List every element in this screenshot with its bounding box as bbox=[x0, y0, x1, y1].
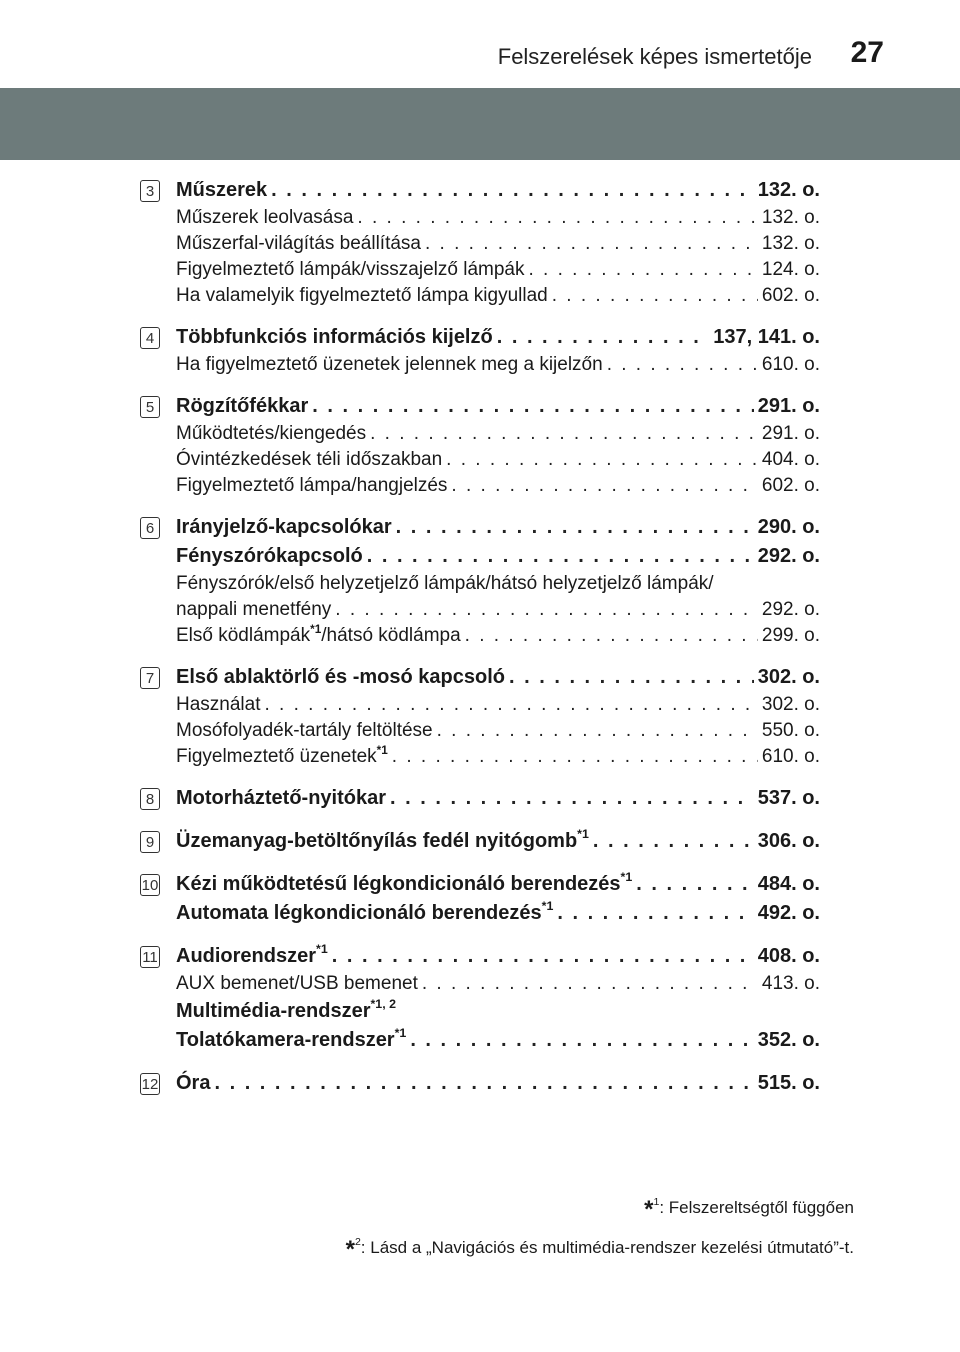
entry-title: Műszerek bbox=[176, 179, 268, 201]
entry-label bbox=[176, 513, 392, 542]
contents-entry bbox=[176, 323, 820, 352]
contents-entry bbox=[176, 1069, 820, 1098]
entry-title: Figyelmeztető lámpa/hangjelzés bbox=[176, 475, 448, 496]
entry-label bbox=[176, 571, 714, 597]
entry-title: Működtetés/kiengedés bbox=[176, 423, 367, 444]
entry-footnote-ref: *1 bbox=[620, 870, 633, 885]
entry-page: 292. o. bbox=[757, 545, 820, 567]
entry-label bbox=[176, 623, 461, 649]
entry-label bbox=[176, 942, 328, 971]
entry-page: 291. o. bbox=[761, 423, 820, 444]
contents-entry bbox=[176, 623, 820, 649]
dot-leader bbox=[312, 392, 753, 421]
entry-title: Motorháztető-nyitókar bbox=[176, 787, 386, 809]
contents-entry bbox=[176, 597, 820, 623]
entry-label bbox=[176, 473, 447, 499]
entry-page: 299. o. bbox=[761, 625, 820, 646]
contents-entry bbox=[176, 718, 820, 744]
dot-leader bbox=[410, 1026, 753, 1055]
entry-title: Többfunkciós információs kijelző bbox=[176, 326, 493, 348]
entry-label bbox=[176, 870, 632, 899]
entry-title: Műszerek leolvasása bbox=[176, 207, 354, 228]
entry-title: Multimédia-rendszer bbox=[176, 1000, 371, 1022]
dot-leader bbox=[465, 623, 758, 649]
entry-page: 404. o. bbox=[761, 449, 820, 470]
contents-section bbox=[140, 513, 820, 649]
footnote-number: 1 bbox=[653, 1196, 660, 1209]
entry-title: Tolatókamera-rendszer bbox=[176, 1029, 395, 1051]
contents-entry bbox=[176, 942, 820, 971]
contents-section bbox=[140, 1069, 820, 1098]
contents-section bbox=[140, 323, 820, 378]
entry-label bbox=[176, 718, 433, 744]
entry-label bbox=[176, 1026, 406, 1055]
entry-page: 292. o. bbox=[761, 599, 820, 620]
entry-title: Óra bbox=[176, 1072, 211, 1094]
entry-title: Automata légkondicionáló berendezés bbox=[176, 902, 542, 924]
contents-entry bbox=[176, 542, 820, 571]
contents-section bbox=[140, 827, 820, 856]
section-marker: 9 bbox=[140, 831, 160, 853]
entry-footnote-ref: *1 bbox=[316, 942, 328, 957]
section-marker: 12 bbox=[140, 1073, 160, 1095]
contents-entry bbox=[176, 231, 820, 257]
entry-page: 302. o. bbox=[761, 694, 820, 715]
entry-page: 291. o. bbox=[757, 395, 820, 417]
dot-leader bbox=[607, 352, 758, 378]
section-marker: 7 bbox=[140, 667, 160, 689]
section-rows bbox=[176, 1069, 820, 1098]
entry-title: Kézi működtetésű légkondicionáló berendezés bbox=[176, 873, 621, 895]
entry-label bbox=[176, 323, 493, 352]
entry-footnote-ref: *1 bbox=[541, 899, 554, 914]
entry-label bbox=[176, 597, 331, 623]
entry-page: 484. o. bbox=[757, 873, 820, 895]
contents-section bbox=[140, 663, 820, 770]
dot-leader bbox=[528, 257, 757, 283]
dot-leader bbox=[593, 827, 754, 856]
entry-label bbox=[176, 257, 524, 283]
entry-label bbox=[176, 542, 363, 571]
entry-page: 602. o. bbox=[761, 475, 820, 496]
dot-leader bbox=[422, 971, 758, 997]
entry-page: 137, 141. o. bbox=[713, 326, 820, 348]
contents-section bbox=[140, 392, 820, 499]
entry-footnote-ref: *1 bbox=[394, 1026, 407, 1041]
dot-leader bbox=[271, 176, 754, 205]
contents-entry bbox=[176, 692, 820, 718]
entry-title: Figyelmeztető üzenetek bbox=[176, 746, 377, 767]
entry-label bbox=[176, 392, 308, 421]
entry-page: 602. o. bbox=[761, 285, 820, 306]
section-rows bbox=[176, 323, 820, 378]
dot-leader bbox=[357, 205, 757, 231]
entry-title: Mosófolyadék-tartály feltöltése bbox=[176, 720, 433, 741]
dot-leader bbox=[367, 542, 754, 571]
contents-entry bbox=[176, 257, 820, 283]
entry-title: Fényszórókapcsoló bbox=[176, 545, 363, 567]
entry-page: 290. o. bbox=[757, 516, 820, 538]
header-separator bbox=[0, 76, 960, 88]
contents-entry bbox=[176, 392, 820, 421]
entry-title: Óvintézkedések téli időszakban bbox=[176, 449, 443, 470]
section-marker: 3 bbox=[140, 180, 160, 202]
entry-title: Üzemanyag-betöltőnyílás fedél nyitógomb bbox=[176, 830, 578, 852]
entry-title: AUX bemenet/USB bemenet bbox=[176, 973, 418, 994]
entry-footnote-ref: *1 bbox=[310, 622, 322, 636]
entry-label bbox=[176, 744, 388, 770]
dot-leader bbox=[392, 744, 758, 770]
section-rows bbox=[176, 176, 820, 309]
dot-leader bbox=[332, 942, 754, 971]
entry-page: 132. o. bbox=[761, 207, 820, 228]
header-strip bbox=[0, 0, 960, 76]
dot-leader bbox=[390, 784, 754, 813]
dot-leader bbox=[509, 663, 754, 692]
entry-label bbox=[176, 827, 589, 856]
entry-label bbox=[176, 352, 603, 378]
entry-label bbox=[176, 176, 267, 205]
section-marker: 10 bbox=[140, 874, 160, 896]
footnotes bbox=[346, 1196, 854, 1276]
dot-leader bbox=[552, 283, 758, 309]
entry-title: Figyelmeztető lámpák/visszajelző lámpák bbox=[176, 259, 525, 280]
section-marker: 11 bbox=[140, 946, 160, 968]
contents-entry bbox=[176, 971, 820, 997]
section-rows bbox=[176, 784, 820, 813]
dot-leader bbox=[265, 692, 758, 718]
contents-entry bbox=[176, 744, 820, 770]
entry-title: Első ködlámpák bbox=[176, 625, 311, 646]
entry-page: 352. o. bbox=[757, 1029, 820, 1051]
chapter-title: Felszerelések képes ismertetője bbox=[497, 44, 812, 69]
dot-leader bbox=[214, 1069, 753, 1098]
entry-page: 610. o. bbox=[761, 746, 820, 767]
entry-title: Első ablaktörlő és -mosó kapcsoló bbox=[176, 666, 505, 688]
contents-entry bbox=[176, 283, 820, 309]
section-marker: 5 bbox=[140, 396, 160, 418]
contents-entry bbox=[176, 176, 820, 205]
contents-entry bbox=[176, 784, 820, 813]
entry-page: 132. o. bbox=[761, 233, 820, 254]
dot-leader bbox=[446, 447, 758, 473]
entry-label bbox=[176, 997, 396, 1026]
footnote-text: : Lásd a „Navigációs és multimédia-rendszer kezelési útmutató”-t. bbox=[360, 1238, 854, 1257]
entry-label bbox=[176, 205, 353, 231]
entry-label bbox=[176, 283, 548, 309]
entry-title: Műszerfal-világítás beállítása bbox=[176, 233, 421, 254]
entry-page: 302. o. bbox=[757, 666, 820, 688]
entry-label bbox=[176, 784, 386, 813]
entry-page: 537. o. bbox=[757, 787, 820, 809]
entry-title: Rögzítőfékkar bbox=[176, 395, 309, 417]
footnote-star: * bbox=[644, 1196, 654, 1223]
entry-label bbox=[176, 1069, 210, 1098]
contents-entry bbox=[176, 421, 820, 447]
entry-label bbox=[176, 692, 261, 718]
contents-list bbox=[140, 176, 820, 1112]
footnote-star: * bbox=[345, 1236, 355, 1263]
contents-section bbox=[140, 784, 820, 813]
section-rows bbox=[176, 513, 820, 649]
footnote-number: 2 bbox=[354, 1236, 361, 1249]
contents-section bbox=[140, 870, 820, 928]
dot-leader bbox=[451, 473, 757, 499]
entry-footnote-ref: *1 bbox=[376, 743, 388, 757]
dot-leader bbox=[335, 597, 758, 623]
entry-title: Audiorendszer bbox=[176, 945, 317, 967]
contents-entry bbox=[176, 571, 820, 597]
entry-title: Irányjelző-kapcsolókar bbox=[176, 516, 392, 538]
entry-page: 550. o. bbox=[761, 720, 820, 741]
contents-section bbox=[140, 942, 820, 1055]
entry-footnote-ref: *1, 2 bbox=[370, 997, 396, 1012]
entry-title-continued: /hátsó ködlámpa bbox=[321, 625, 461, 646]
section-marker: 6 bbox=[140, 517, 160, 539]
footnote bbox=[346, 1196, 854, 1224]
section-rows bbox=[176, 663, 820, 770]
entry-page: 408. o. bbox=[757, 945, 820, 967]
dot-leader bbox=[557, 899, 753, 928]
entry-page: 492. o. bbox=[757, 902, 820, 924]
contents-entry bbox=[176, 870, 820, 899]
contents-entry bbox=[176, 899, 820, 928]
section-rows bbox=[176, 870, 820, 928]
entry-label bbox=[176, 421, 366, 447]
contents-entry bbox=[176, 663, 820, 692]
entry-title: Ha valamelyik figyelmeztető lámpa kigyullad bbox=[176, 285, 548, 306]
contents-section bbox=[140, 176, 820, 309]
entry-page: 515. o. bbox=[757, 1072, 820, 1094]
entry-title: nappali menetfény bbox=[176, 599, 332, 620]
contents-entry bbox=[176, 1026, 820, 1055]
footnote bbox=[346, 1236, 854, 1264]
entry-page: 306. o. bbox=[757, 830, 820, 852]
entry-label bbox=[176, 663, 505, 692]
contents-entry bbox=[176, 473, 820, 499]
section-rows bbox=[176, 827, 820, 856]
entry-label bbox=[176, 447, 442, 473]
dot-leader bbox=[497, 323, 710, 352]
entry-page: 413. o. bbox=[761, 973, 820, 994]
contents-entry bbox=[176, 352, 820, 378]
entry-label bbox=[176, 899, 553, 928]
section-rows bbox=[176, 942, 820, 1055]
header-band bbox=[0, 88, 960, 160]
section-marker: 4 bbox=[140, 327, 160, 349]
entry-title: Fényszórók/első helyzetjelző lámpák/hátsó helyzetjelző lámpák/ bbox=[176, 573, 714, 594]
dot-leader bbox=[425, 231, 758, 257]
entry-page: 124. o. bbox=[761, 259, 820, 280]
dot-leader bbox=[636, 870, 753, 899]
section-marker: 8 bbox=[140, 788, 160, 810]
contents-entry bbox=[176, 447, 820, 473]
dot-leader bbox=[437, 718, 758, 744]
entry-page: 132. o. bbox=[757, 179, 820, 201]
contents-entry bbox=[176, 827, 820, 856]
contents-entry bbox=[176, 205, 820, 231]
contents-entry bbox=[176, 997, 820, 1026]
dot-leader bbox=[396, 513, 754, 542]
dot-leader bbox=[370, 421, 758, 447]
entry-footnote-ref: *1 bbox=[577, 827, 589, 842]
entry-label bbox=[176, 231, 421, 257]
entry-title: Ha figyelmeztető üzenetek jelennek meg a kijelzőn bbox=[176, 354, 603, 375]
entry-title: Használat bbox=[176, 694, 261, 715]
entry-label bbox=[176, 971, 418, 997]
section-rows bbox=[176, 392, 820, 499]
footnote-text: : Felszereltségtől függően bbox=[659, 1198, 854, 1217]
contents-entry bbox=[176, 513, 820, 542]
entry-page: 610. o. bbox=[761, 354, 820, 375]
page-number: 27 bbox=[850, 36, 884, 69]
